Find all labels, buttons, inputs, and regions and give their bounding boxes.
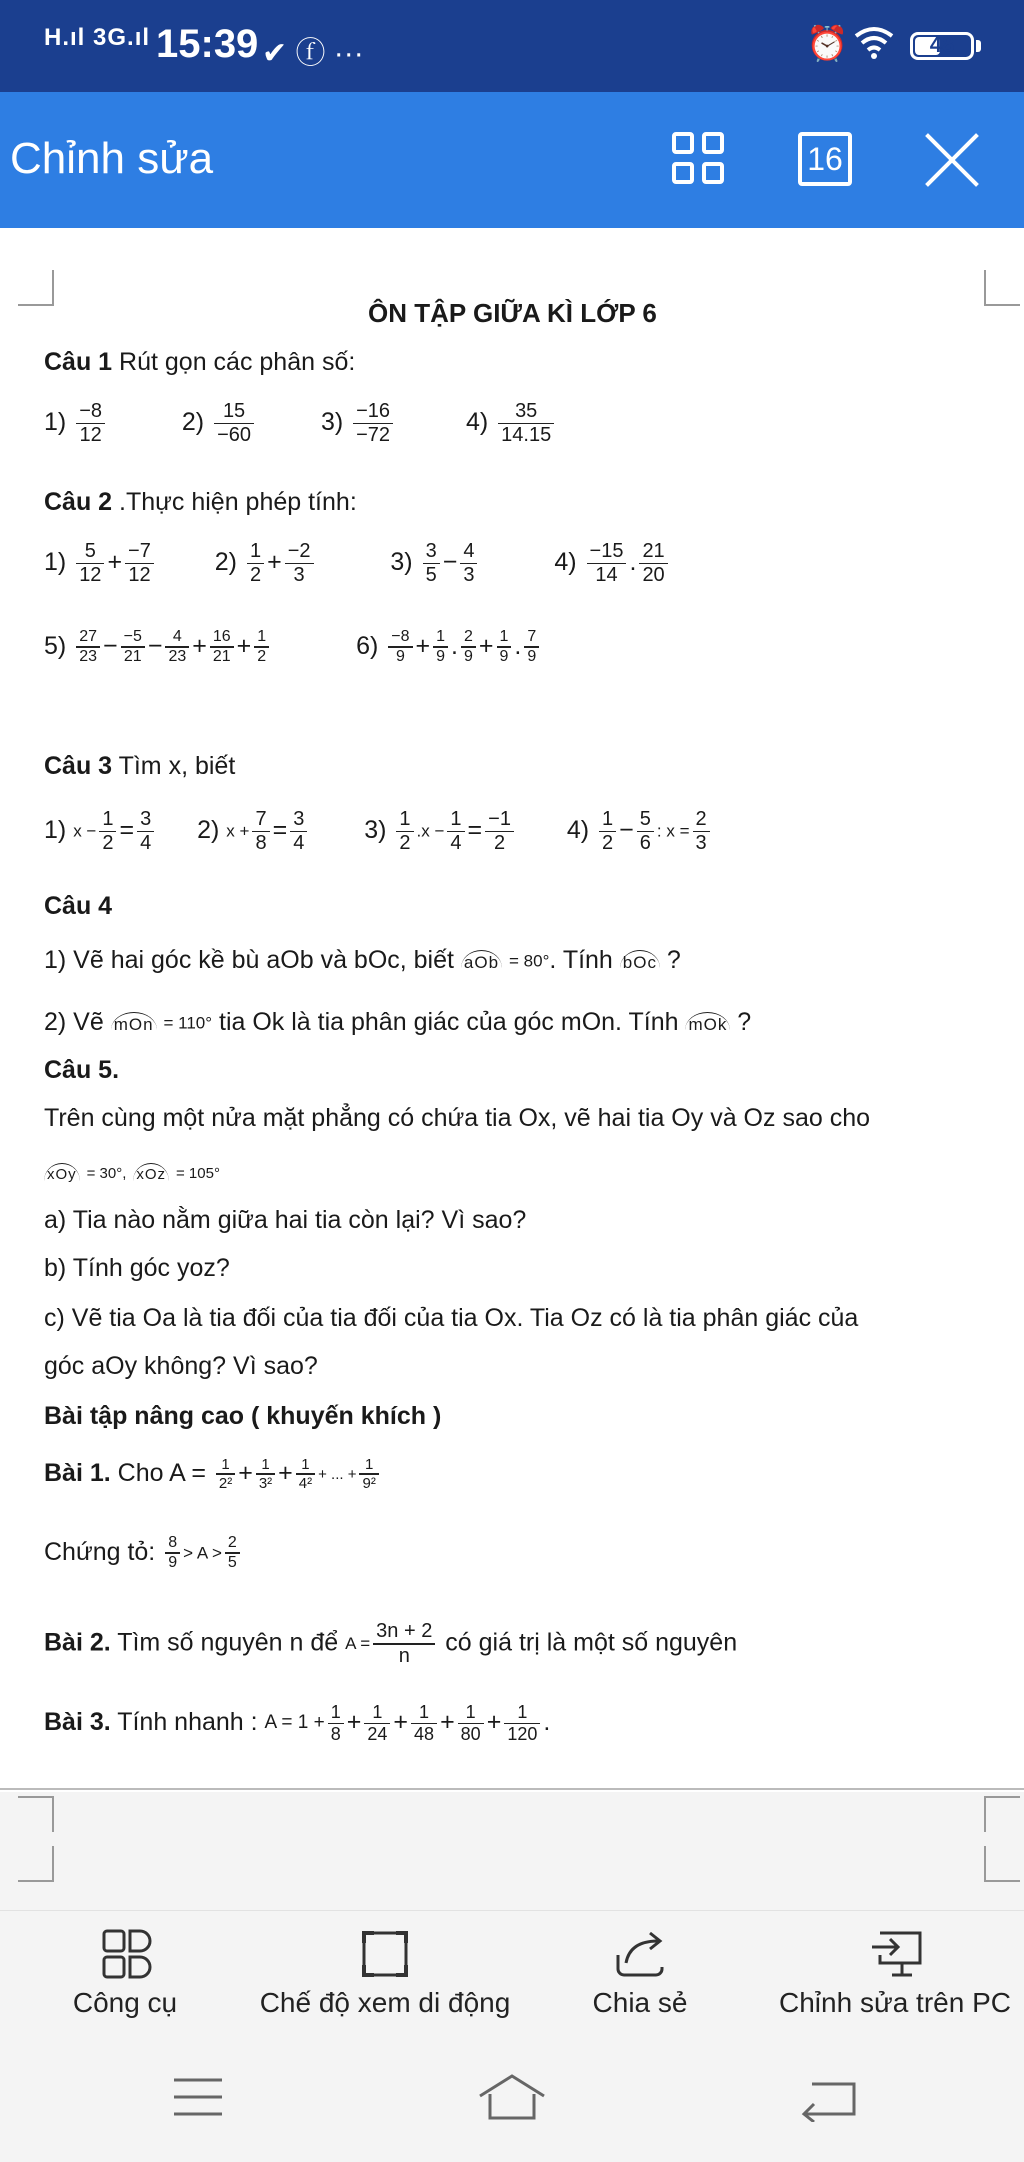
clock: 15:39 — [156, 22, 259, 66]
angle-symbol: aOb — [461, 950, 502, 973]
fraction: $\frac{8}{9}$ — [165, 1534, 180, 1573]
signal-indicator: H.ıl 3G.ıl — [44, 24, 151, 51]
fraction: $\frac{1}{2}$ — [254, 628, 269, 667]
fraction: $\frac{3}{4}$ — [290, 808, 307, 855]
page-corner-mark — [984, 1846, 1020, 1882]
fraction: $\frac{3}{4}$ — [137, 808, 154, 855]
share-label: Chia sẻ — [592, 1987, 688, 2018]
menu-icon[interactable] — [170, 2074, 226, 2120]
item-label: 3) — [390, 548, 413, 577]
question-5-heading: Câu 5. — [44, 1056, 120, 1084]
fraction: $\frac{1}{2}$ — [247, 540, 264, 587]
grid-view-icon[interactable] — [672, 132, 728, 188]
fraction: $\frac{-8}{9}$ — [388, 628, 412, 667]
mobile-view-label: Chế độ xem di động — [259, 1987, 511, 2018]
page-separator — [0, 1788, 1024, 1790]
angle-symbol: bOc — [620, 950, 660, 973]
question-1-heading — [44, 348, 355, 377]
exercise-label: Bài 3. — [44, 1707, 111, 1736]
fraction: $\frac{5}{12}$ — [76, 540, 104, 587]
question-label: Câu 1 — [44, 348, 113, 376]
close-icon[interactable] — [920, 128, 984, 192]
item-label: 4) — [465, 408, 489, 437]
fraction: $\frac{5}{6}$ — [637, 808, 654, 855]
question-text: Tìm x, biết — [112, 752, 236, 780]
question-2-row-1: 1) $\frac{5}{12}$ + $\frac{-7}{12}$ 2) $\frac{1}{2}$ + $\frac{-2}{3}$ 3) $\frac{3}{5}$ − $\frac{4}{3}$ 4) $\frac{-15}{14}$ . $\frac{21}{20}$ — [44, 540, 671, 587]
exercise-2: Bài 2. Tìm số nguyên n để A = $\frac{3n + 2}{n}$ có giá trị là một số nguyên — [44, 1620, 738, 1667]
fraction: $\frac{-16}{-72}$ — [353, 400, 393, 447]
fraction: $\frac{4}{3}$ — [460, 540, 477, 587]
edit-on-pc-button[interactable] — [770, 1911, 1020, 2037]
battery-level: 48 — [929, 32, 955, 57]
item-label: 2) — [214, 548, 237, 577]
tools-icon — [102, 1929, 154, 1979]
page-corner-mark — [984, 270, 1020, 306]
exercise-1-prove: Chứng tỏ: $\frac{8}{9}$ > A > $\frac{2}{5}$ — [44, 1534, 243, 1573]
question-label: Câu 2 — [44, 488, 113, 516]
doc-title: ÔN TẬP GIỮA KÌ LỚP 6 — [368, 298, 657, 328]
fraction: $\frac{2}{5}$ — [225, 1534, 240, 1573]
fraction: $\frac{-1}{2}$ — [485, 808, 514, 855]
question-5-c-cont: góc aOy không? Vì sao? — [44, 1352, 318, 1380]
angle-symbol: mOk — [685, 1012, 730, 1035]
system-nav-bar — [0, 2036, 1024, 2162]
fraction: $\frac{-8}{12}$ — [76, 400, 105, 447]
share-icon — [614, 1929, 666, 1979]
angle-symbol: xOy — [44, 1163, 80, 1183]
fraction: $\frac{7}{8}$ — [252, 808, 269, 855]
question-text: .Thực hiện phép tính: — [112, 488, 357, 516]
question-5-b: b) Tính góc yoz? — [44, 1254, 230, 1282]
bottom-toolbar — [0, 1910, 1024, 2037]
angle-symbol: xOz — [133, 1163, 169, 1183]
page-corner-mark — [18, 270, 54, 306]
fraction: $\frac{27}{23}$ — [76, 628, 100, 667]
item-label: 4) — [566, 816, 590, 845]
item-label: 1) — [44, 548, 67, 577]
question-4-heading: Câu 4 — [44, 892, 113, 920]
item-label: 1) — [44, 408, 67, 437]
item-label: 4) — [554, 548, 577, 577]
fraction: $\frac{1}{9}$ — [433, 628, 448, 667]
fraction: $\frac{1}{48}$ — [411, 1702, 437, 1744]
item-label: 2) — [197, 816, 220, 845]
app-header — [0, 92, 1024, 228]
question-2-row-2: 5) $\frac{27}{23}$ − $\frac{-5}{21}$ − $\frac{4}{23}$ + $\frac{16}{21}$ + $\frac{1}{2}$ 6) $\frac{-8}{9}$ + $\frac{1}{9}$ . $\frac{2}{9}$ + $\frac{1}{9}$ . $\frac{7}{9}$ — [44, 628, 542, 667]
home-icon[interactable] — [476, 2072, 548, 2124]
fraction: $\frac{1}{2}$ — [396, 808, 413, 855]
fraction: $\frac{1}{4}$ — [447, 808, 464, 855]
item-label: 5) — [44, 632, 67, 660]
item-label: 3) — [364, 816, 387, 845]
notification-icons: ✔ ⓕ ··· — [262, 37, 364, 70]
question-2-heading — [44, 488, 357, 517]
fraction: $\frac{1}{\text{4²}}$ — [296, 1456, 315, 1493]
fraction: $\frac{3n + 2}{n}$ — [373, 1620, 435, 1668]
page-count-button[interactable]: 16 — [798, 132, 852, 186]
status-bar — [0, 0, 1024, 92]
fraction: $\frac{1}{\text{9²}}$ — [359, 1456, 378, 1493]
pc-icon — [870, 1929, 926, 1981]
advanced-heading: Bài tập nâng cao ( khuyến khích ) — [44, 1402, 442, 1430]
page-title: Chỉnh sửa — [10, 134, 214, 183]
question-5-line-1: Trên cùng một nửa mặt phẳng có chứa tia Ox, vẽ hai tia Oy và Oz sao cho — [44, 1104, 871, 1132]
fraction: $\frac{15}{-60}$ — [214, 400, 254, 447]
question-text: Rút gọn các phân số: — [112, 348, 356, 376]
share-button[interactable] — [560, 1911, 720, 2037]
fraction: $\frac{1}{\text{3²}}$ — [256, 1456, 275, 1493]
fraction: $\frac{16}{21}$ — [210, 628, 234, 667]
question-4-line-2: 2) Vẽ mOn = 110° tia Ok là tia phân giác của góc mOn. Tính mOk ? — [44, 1008, 752, 1036]
tools-button[interactable] — [40, 1911, 210, 2037]
wifi-icon — [854, 26, 894, 65]
question-4-line-1: 1) Vẽ hai góc kề bù aOb và bOc, biết aOb = 80°. Tính bOc ? — [44, 946, 681, 974]
fraction: $\frac{1}{120}$ — [504, 1702, 540, 1744]
fraction: $\frac{-15}{14}$ — [587, 540, 627, 587]
fraction: $\frac{1}{2}$ — [599, 808, 616, 855]
mobile-view-button[interactable] — [250, 1911, 520, 2037]
question-5-c: c) Vẽ tia Oa là tia đối của tia đối của tia Ox. Tia Oz có là tia phân giác của — [44, 1304, 859, 1332]
fraction: $\frac{2}{3}$ — [693, 808, 710, 855]
item-label: 1) — [44, 816, 67, 845]
exercise-label: Bài 1. — [44, 1458, 111, 1487]
page-corner-mark — [18, 1796, 54, 1832]
page-corner-mark — [18, 1846, 54, 1882]
question-3-heading — [44, 752, 235, 781]
exercise-3: Bài 3. Tính nhanh : A = 1 + $\frac{1}{8}$ + $\frac{1}{24}$ + $\frac{1}{48}$ + $\frac{1}{80}$ + $\frac{1}{120}$ . — [44, 1702, 551, 1744]
question-label: Câu 3 — [44, 752, 113, 780]
exercise-1: Bài 1. Cho A = $\frac{1}{\text{2²}}$ + $\frac{1}{\text{3²}}$ + $\frac{1}{\text{4²}}$ + ... + $\frac{1}{\text{9²}}$ — [44, 1456, 382, 1493]
fraction: $\frac{-7}{12}$ — [125, 540, 154, 587]
item-label: 2) — [181, 408, 205, 437]
fraction: $\frac{7}{9}$ — [524, 628, 539, 667]
fraction: $\frac{1}{24}$ — [364, 1702, 390, 1744]
fraction: $\frac{35}{14.15}$ — [498, 400, 554, 447]
page-corner-mark — [984, 1796, 1020, 1832]
mobile-view-icon — [360, 1929, 410, 1979]
fraction: $\frac{1}{9}$ — [497, 628, 512, 667]
question-5-a: a) Tia nào nằm giữa hai tia còn lại? Vì sao? — [44, 1206, 527, 1234]
exercise-label: Bài 2. — [44, 1628, 111, 1657]
item-label: 3) — [320, 408, 344, 437]
question-5-angles: xOy = 30°, xOz = 105° — [44, 1158, 220, 1187]
fraction: $\frac{3}{5}$ — [423, 540, 440, 587]
fraction: $\frac{1}{2}$ — [99, 808, 116, 855]
fraction: $\frac{4}{23}$ — [165, 628, 189, 667]
battery-icon — [910, 32, 974, 60]
fraction: $\frac{1}{80}$ — [458, 1702, 484, 1744]
fraction: $\frac{-5}{21}$ — [121, 628, 145, 667]
fraction: $\frac{-2}{3}$ — [285, 540, 314, 587]
edit-on-pc-label: Chỉnh sửa trên PC — [779, 1987, 1011, 2018]
fraction: $\frac{1}{8}$ — [328, 1702, 344, 1744]
tools-label: Công cụ — [72, 1987, 178, 2018]
back-icon[interactable] — [800, 2076, 858, 2122]
question-1-items — [44, 400, 557, 447]
item-label: 6) — [356, 632, 379, 660]
fraction: $\frac{21}{20}$ — [639, 540, 667, 587]
fraction: $\frac{2}{9}$ — [461, 628, 476, 667]
alarm-icon: ⏰ — [806, 25, 849, 63]
battery-tip — [976, 40, 981, 52]
question-3-items: 1) x − $\frac{1}{2}$ = $\frac{3}{4}$ 2) x + $\frac{7}{8}$ = $\frac{3}{4}$ 3) $\frac{1}{2}$ .x − $\frac{1}{4}$ = $\frac{-1}{2}$ 4) $\frac{1}{2}$ − $\frac{5}{6}$ : x = $\frac{2}{3}$ — [44, 808, 713, 855]
fraction: $\frac{1}{\text{2²}}$ — [216, 1456, 235, 1493]
angle-symbol: mOn — [111, 1012, 157, 1035]
